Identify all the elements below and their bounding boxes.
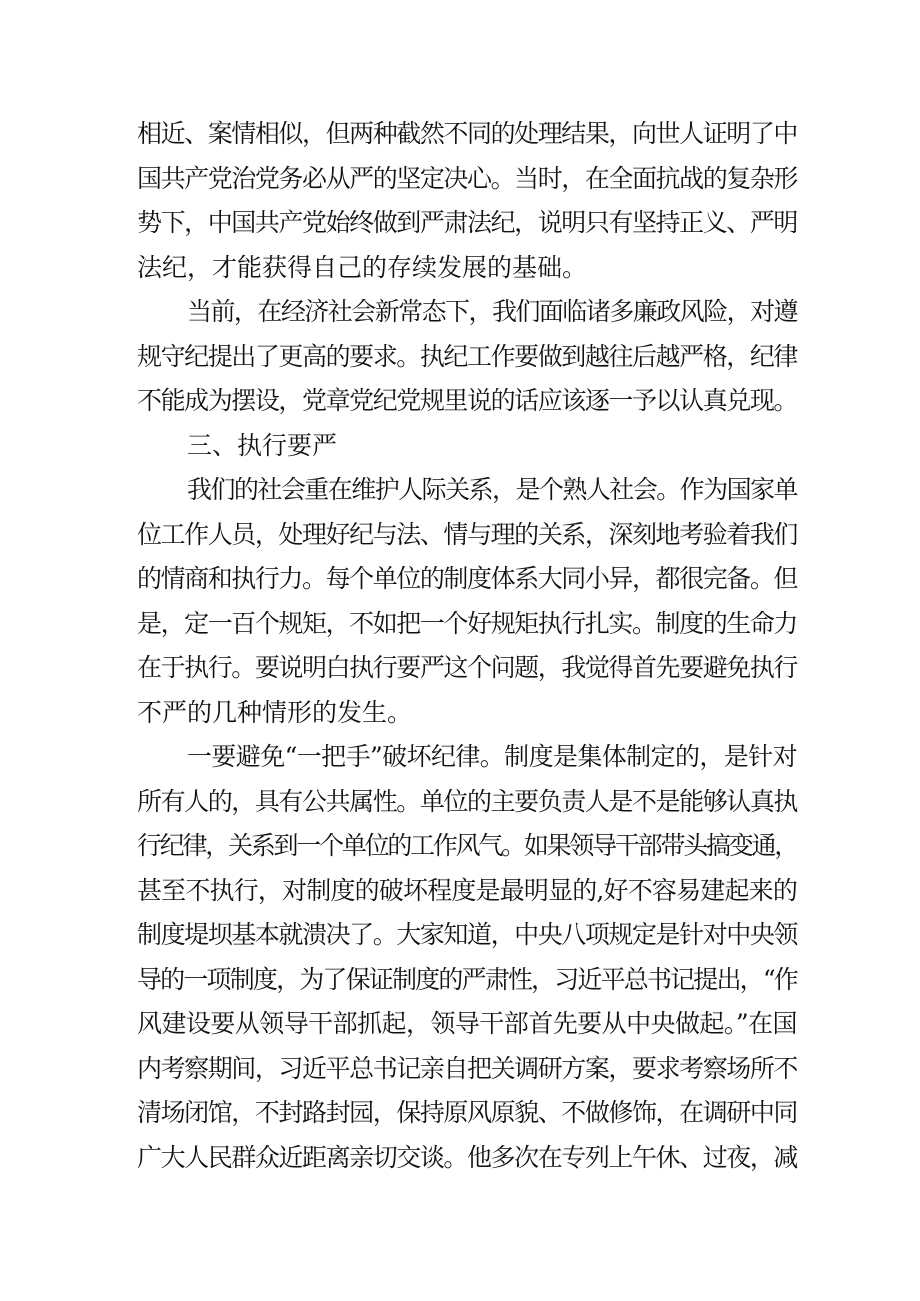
text-line: 不严的几种情形的发生。 [137, 697, 413, 727]
text-line: 势下，中国共产党始终做到严肃法纪，说明只有坚持正义、严明 [137, 208, 797, 237]
text-line: 国共产党治党务必从严的坚定决心。当时，在全面抗战的复杂形 [137, 163, 797, 193]
text-line: 所有人的，具有公共属性。单位的主要负责人是不是能够认真执 [137, 786, 797, 816]
text-line: 风建设要从领导干部抓起，领导干部首先要从中央做起。”在国 [137, 1009, 797, 1038]
text-line: 是，定一百个规矩，不如把一个好规矩执行扎实。制度的生命力 [137, 608, 797, 638]
text-line: 三、执行要严 [187, 430, 338, 460]
text-line: 法纪，才能获得自己的存续发展的基础。 [137, 252, 588, 282]
text-line: 甚至不执行，对制度的破坏程度是最明显的,好不容易建起来的 [137, 875, 797, 905]
text-line: 一要避免“一把手”破坏纪律。制度是集体制定的，是针对 [187, 742, 797, 771]
text-line: 不能成为摆设，党章党纪党规里说的话应该逐一予以认真兑现。 [137, 386, 797, 415]
text-line: 导的一项制度，为了保证制度的严肃性，习近平总书记提出，“作 [137, 964, 797, 994]
text-line: 行纪律，关系到一个单位的工作风气。如果领导干部带头搞变通， [137, 831, 797, 860]
text-line: 相近、案情相似，但两种截然不同的处理结果，向世人证明了中 [137, 119, 797, 148]
text-line: 在于执行。要说明白执行要严这个问题，我觉得首先要避免执行 [137, 653, 797, 682]
text-line: 我们的社会重在维护人际关系，是个熟人社会。作为国家单 [187, 475, 797, 504]
text-line: 内考察期间，习近平总书记亲自把关调研方案，要求考察场所不 [137, 1053, 797, 1083]
text-line: 当前，在经济社会新常态下，我们面临诸多廉政风险，对遵 [187, 297, 797, 326]
text-line: 清场闭馆，不封路封园，保持原风原貌、不做修饰，在调研中同 [137, 1098, 797, 1127]
document-body [137, 112, 797, 1180]
text-line: 规守纪提出了更高的要求。执纪工作要做到越往后越严格，纪律 [137, 341, 797, 371]
text-line: 制度堤坝基本就溃决了。大家知道，中央八项规定是针对中央领 [137, 920, 797, 949]
text-line: 广大人民群众近距离亲切交谈。他多次在专列上午休、过夜，减 [137, 1142, 797, 1172]
text-line: 位工作人员，处理好纪与法、情与理的关系，深刻地考验着我们 [137, 519, 797, 549]
text-line: 的情商和执行力。每个单位的制度体系大同小异，都很完备。但 [137, 564, 797, 593]
